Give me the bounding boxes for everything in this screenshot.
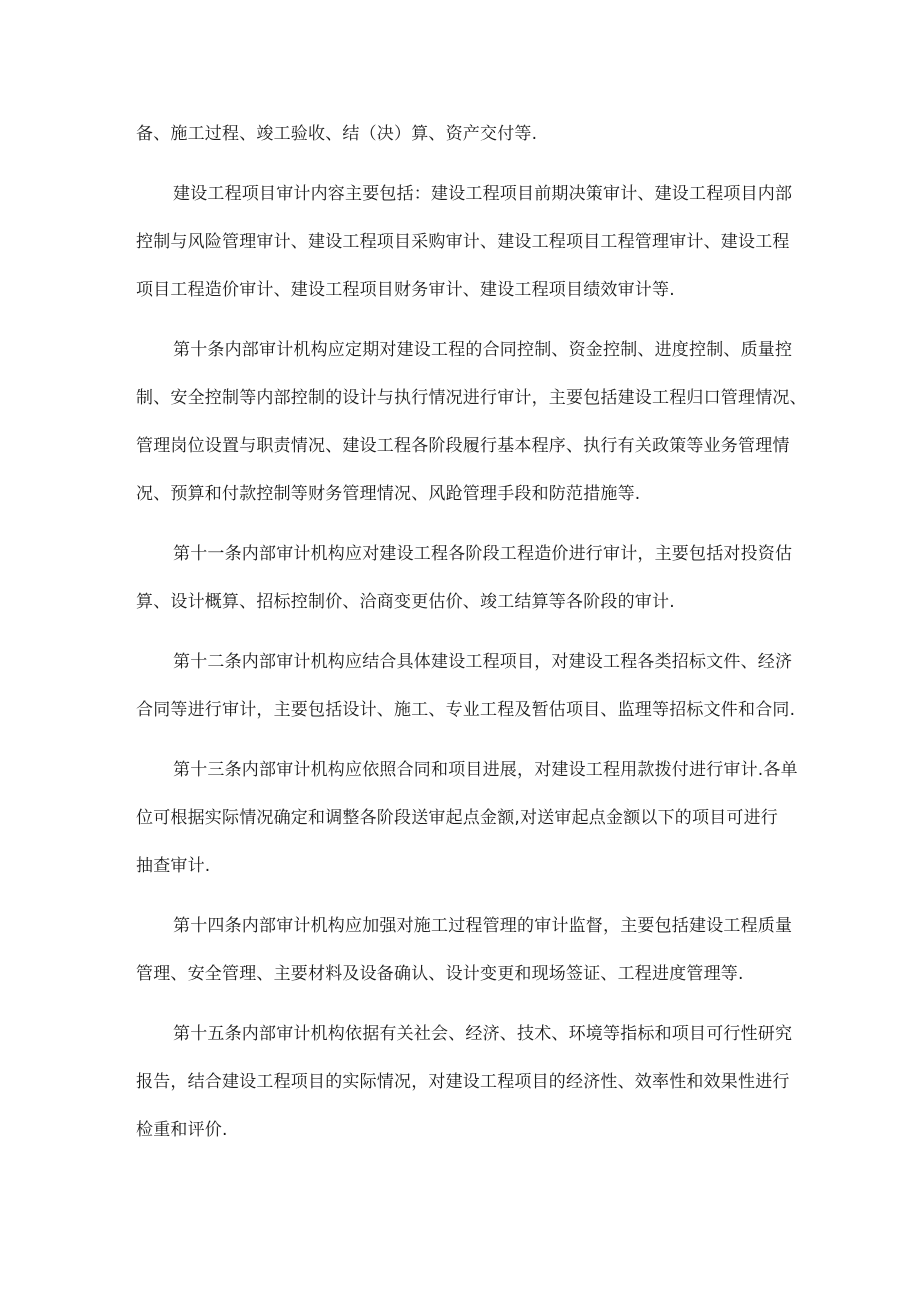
article-14-line: 第十四条内部审计机构应加强对施工过程管理的审计监督，主要包括建设工程质量 — [173, 916, 793, 936]
article-11-line: 算、设计概算、招标控制价、洽商变更估价、竣工结算等各阶段的审计. — [136, 592, 675, 612]
continuation-paragraph-line: 备、施工过程、竣工验收、结（决）算、资产交付等. — [136, 124, 538, 144]
article-13-line: 位可根据实际情况确定和调整各阶段送审起点金额,对送审起点金额以下的项目可进行 — [136, 808, 779, 828]
article-10-line: 管理岗位设置与职责情况、建设工程各阶段履行基本程序、执行有关政策等业务管理情 — [136, 436, 790, 456]
audit-content-paragraph-line: 控制与风险管理审计、建设工程项目采购审计、建设工程项目工程管理审计、建设工程 — [136, 232, 790, 252]
article-10-line: 第十条内部审计机构应定期对建设工程的合同控制、资金控制、进度控制、质量控 — [173, 340, 793, 360]
article-11-line: 第十一条内部审计机构应对建设工程各阶段工程造价进行审计，主要包括对投资估 — [173, 544, 793, 564]
audit-content-paragraph-line: 项目工程造价审计、建设工程项目财务审计、建设工程项目绩效审计等. — [136, 280, 675, 300]
article-13-line: 抽查审计. — [136, 856, 211, 876]
article-10-line: 况、预算和付款控制等财务管理情况、风跄管理手段和防范措施等. — [136, 484, 641, 504]
article-14-line: 管理、安全管理、主要材料及设备确认、设计变更和现场签证、工程进度管理等. — [136, 964, 744, 984]
article-15-line: 报告，结合建设工程项目的实际情况，对建设工程项目的经济性、效率性和效果性进行 — [136, 1072, 790, 1092]
article-13-line: 第十三条内部审计机构应依照合同和项目进展，对建设工程用款拨付进行审计.各单 — [173, 760, 798, 780]
article-12-line: 合同等进行审计，主要包括设计、施工、专业工程及暂估项目、监理等招标文件和合同. — [136, 700, 796, 720]
article-12-line: 第十二条内部审计机构应结合具体建设工程项目，对建设工程各类招标文件、经济 — [173, 652, 793, 672]
audit-content-paragraph-line: 建设工程项目审计内容主要包括：建设工程项目前期决策审计、建设工程项目内部 — [173, 184, 793, 204]
article-15-line: 检重和评价. — [136, 1120, 228, 1140]
article-10-line: 制、安全控制等内部控制的设计与执行情况进行审计，主要包括建设工程归口管理情况、 — [136, 388, 807, 408]
article-15-line: 第十五条内部审计机构依据有关社会、经济、技术、环境等指标和项目可行性研究 — [173, 1024, 793, 1044]
